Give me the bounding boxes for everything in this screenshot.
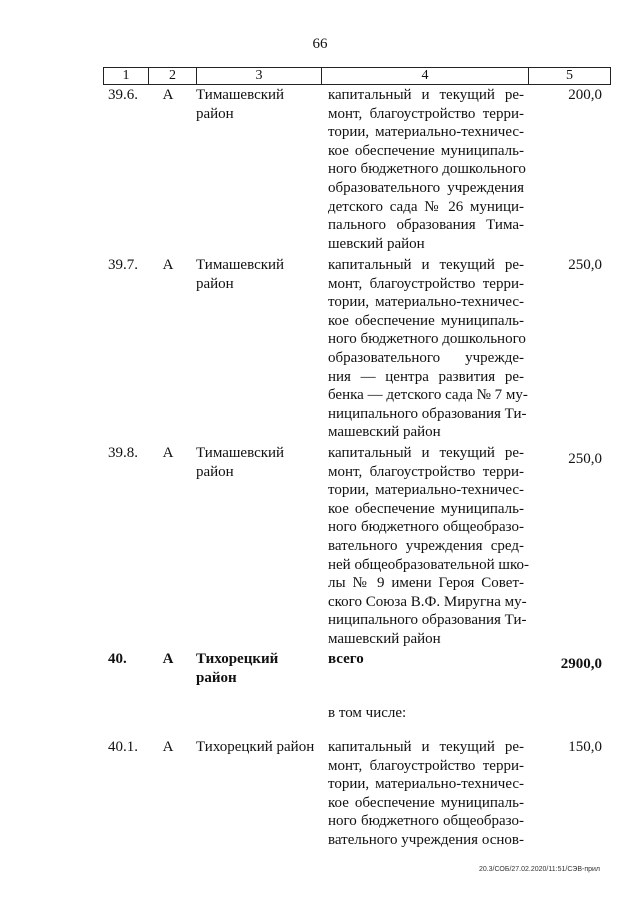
- header-col-5: 5: [566, 68, 573, 83]
- row-description: капитальный и текущий ре- монт, благоустройство терри- тории, материально-техничес- кое обеспечение муниципаль- ного бюджетного общеобразо- вательного учреждения сред- ней общеобразовательной шко- лы № 9 имени Героя Совет- ского Союза В.Ф. Миругна му- ниципального образования Ти- машевский район: [328, 445, 529, 647]
- row-amount: 250,0: [568, 451, 602, 467]
- row-number: 40.: [108, 651, 127, 667]
- row-description: капитальный и текущий ре- монт, благоустройство терри- тории, материально-техничес- кое обеспечение муниципаль- ного бюджетного общеобразо- вательного учреждения основ-: [328, 739, 524, 848]
- row-category: А: [162, 445, 174, 461]
- row-number: 40.1.: [108, 739, 138, 755]
- table-header: [103, 67, 611, 85]
- row-number: 39.6.: [108, 87, 138, 103]
- row-category: А: [162, 651, 174, 667]
- subtotal-note: в том числе:: [328, 705, 407, 721]
- row-amount: 200,0: [568, 87, 602, 103]
- row-amount: 150,0: [568, 739, 602, 755]
- row-amount: 250,0: [568, 257, 602, 273]
- header-col-1: 1: [104, 68, 149, 84]
- document-footer: 20.3/СОБ/27.02.2020/11:51/СЭВ-прил: [478, 866, 600, 873]
- row-description: капитальный и текущий ре- монт, благоустройство терри- тории, материально-техничес- кое обеспечение муниципаль- ного бюджетного дошкольного образовательного учреждения детского сада № 26 муници- пального образования Тима- шевский район: [328, 87, 526, 252]
- header-col-2: 2: [149, 68, 197, 84]
- row-category: А: [162, 739, 174, 755]
- row-district: Тихорецкий район: [196, 739, 315, 755]
- row-district: Тимашевский район: [196, 257, 285, 292]
- row-category: А: [162, 87, 174, 103]
- row-number: 39.7.: [108, 257, 138, 273]
- header-col-4: 4: [322, 68, 529, 84]
- row-district: Тихорецкий район: [196, 651, 279, 686]
- row-amount: 2900,0: [560, 656, 602, 672]
- row-category: А: [162, 257, 174, 273]
- row-description: капитальный и текущий ре- монт, благоустройство терри- тории, материально-техничес- кое обеспечение муниципаль- ного бюджетного дошкольного образовательного учрежде- ния — центра развития ре- бенка — детского сада № 7 му- ниципального образования Ти- машевский район: [328, 257, 528, 441]
- row-description: всего: [328, 651, 364, 667]
- page-number: 66: [312, 36, 328, 52]
- header-col-3: 3: [197, 68, 322, 84]
- row-number: 39.8.: [108, 445, 138, 461]
- row-district: Тимашевский район: [196, 87, 285, 122]
- row-district: Тимашевский район: [196, 445, 285, 480]
